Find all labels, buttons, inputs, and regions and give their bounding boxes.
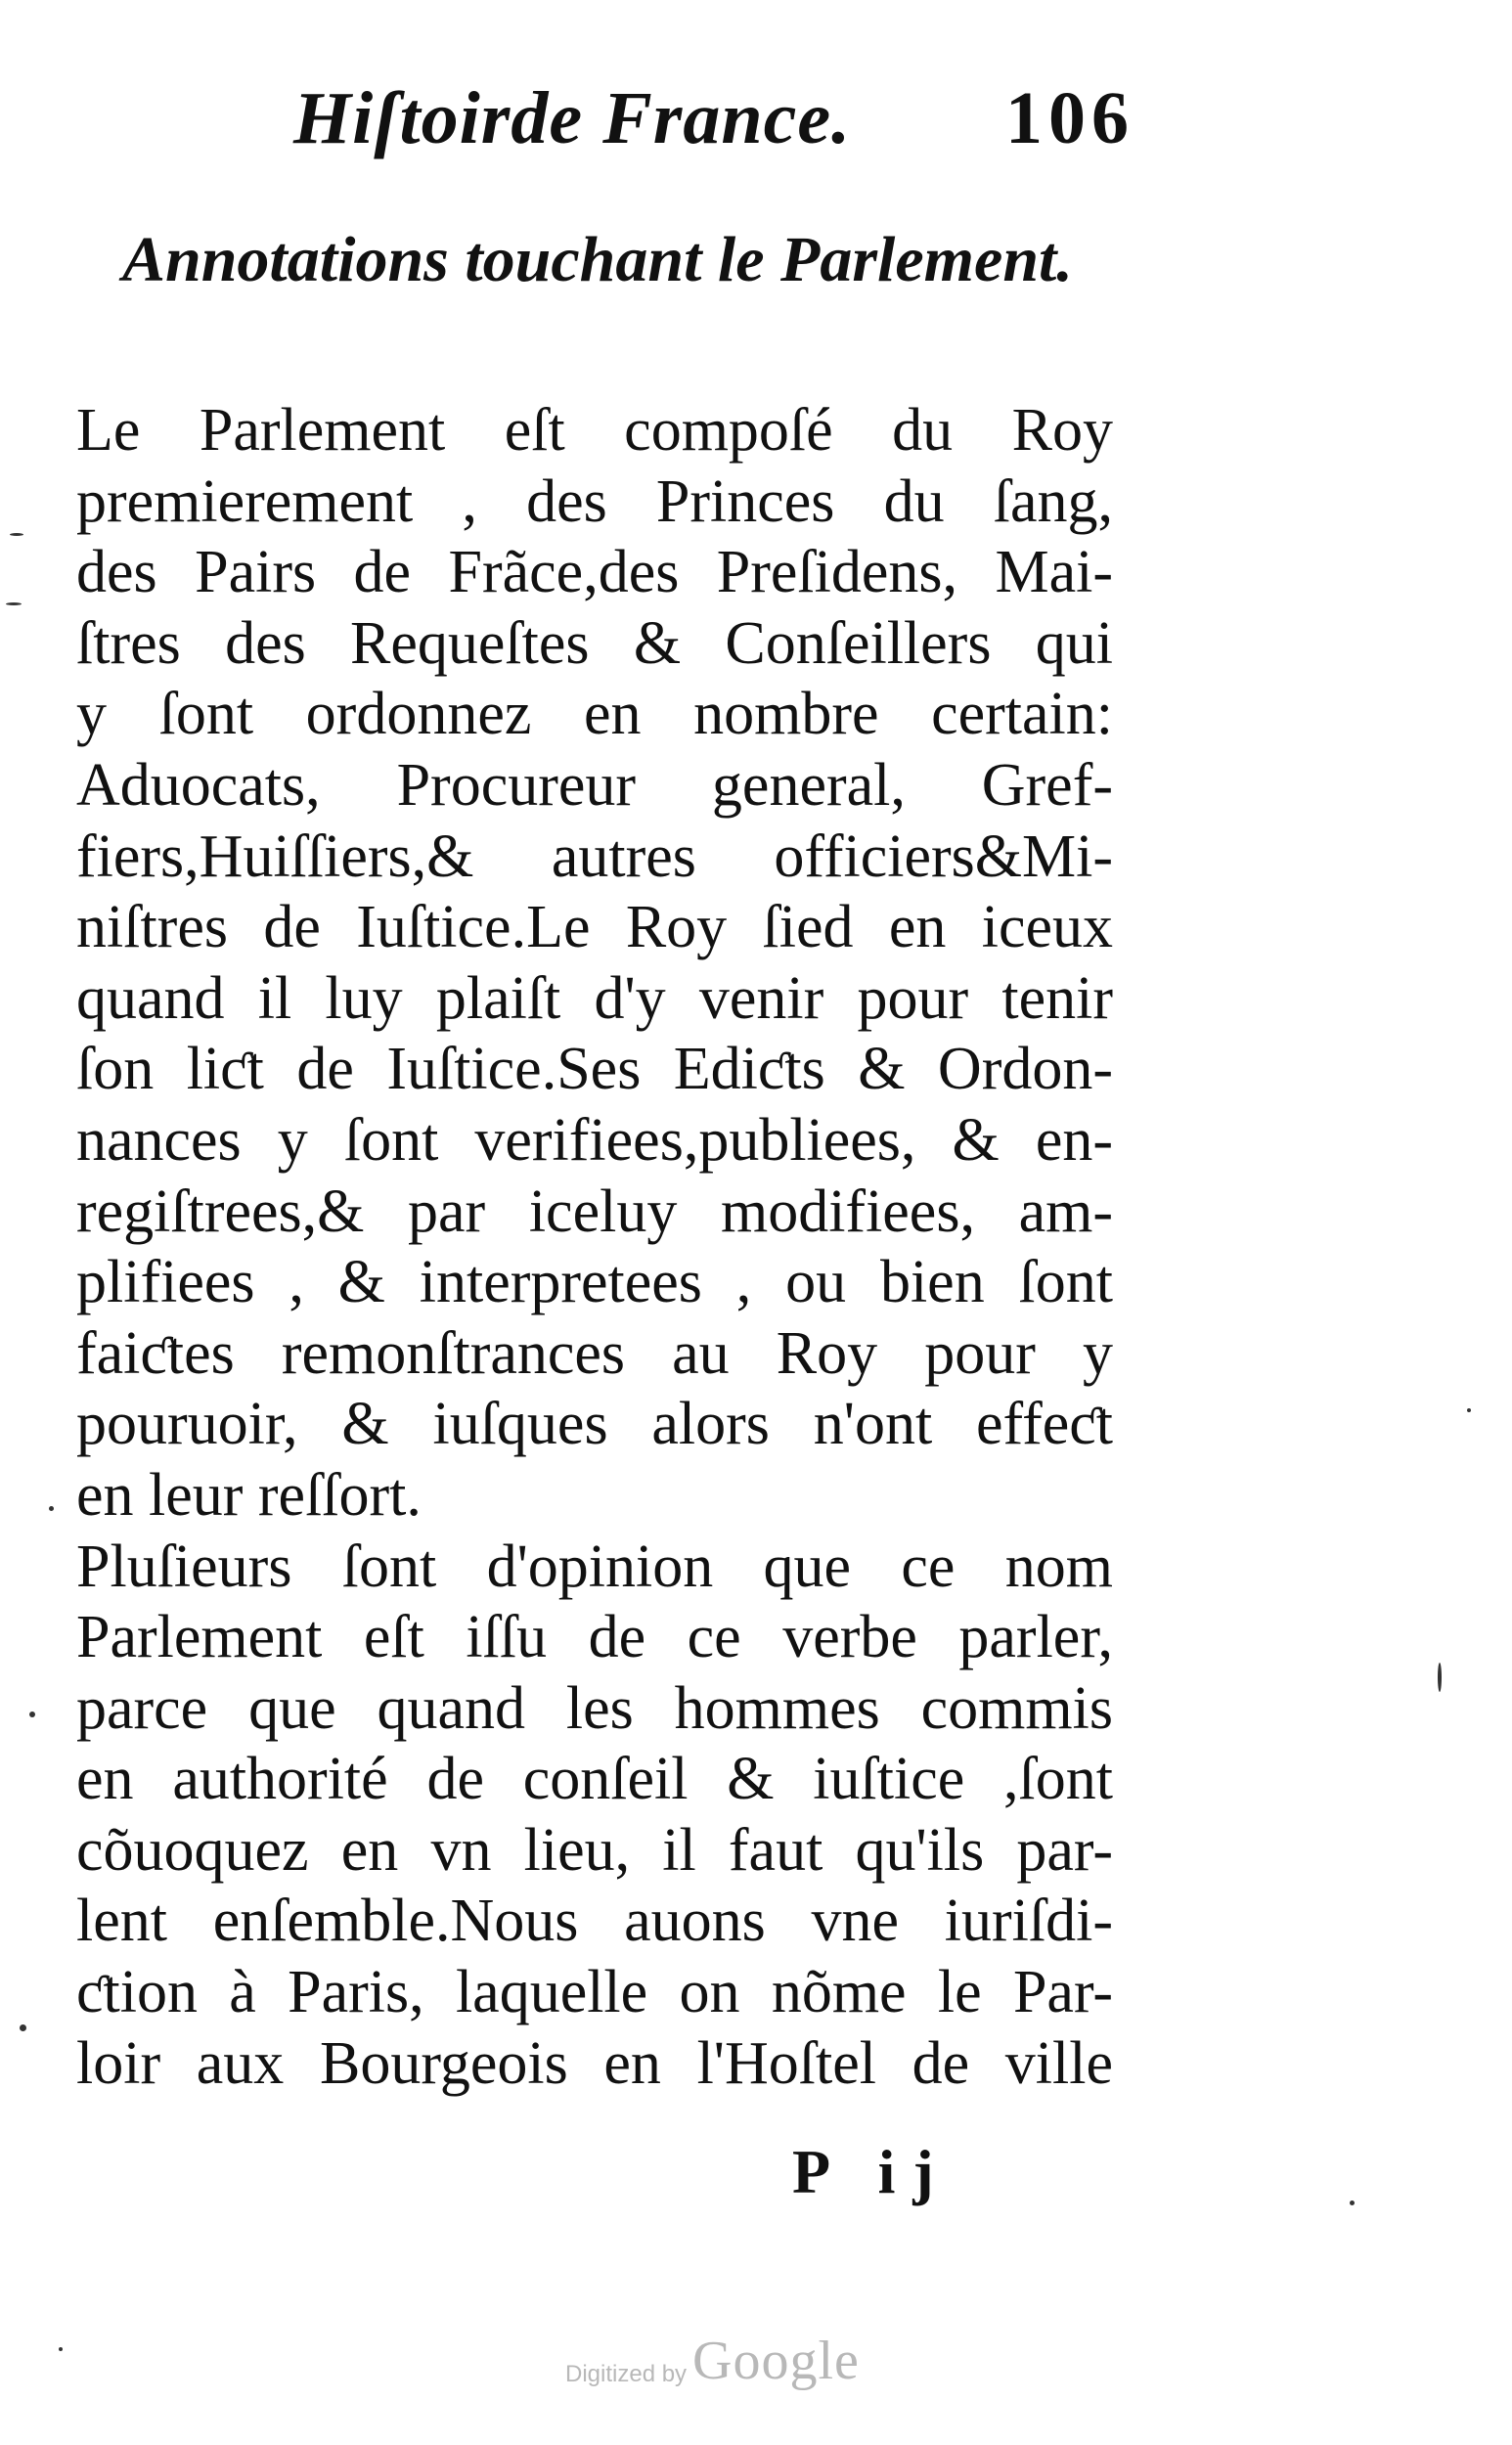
text-line: nances y ſont verifiees,publiees, & en- — [76, 1106, 1113, 1174]
text-line: ſon liƈt de Iuſtice.Ses Ediƈts & Ordon- — [76, 1036, 1113, 1103]
scan-speck — [6, 602, 22, 605]
text-line: pouruoir, & iuſques alors n'ont effeƈt — [76, 1391, 1113, 1458]
text-line: Le Parlement eſt compoſé du Roy — [76, 397, 1113, 464]
text-line: regiſtrees,& par iceluy modifiees, am- — [76, 1178, 1113, 1245]
scan-speck — [29, 1712, 35, 1717]
text-line: faiƈtes remonſtrances au Roy pour y — [76, 1319, 1113, 1387]
text-line: lent enſemble.Nous auons vne iuriſdi- — [76, 1888, 1113, 1955]
text-line: quand il luy plaiſt d'y venir pour tenir — [76, 964, 1113, 1032]
page-number: 106 — [1005, 77, 1134, 159]
text-line-paragraph-end: en leur reſſort. — [76, 1461, 422, 1529]
scan-speck — [49, 1506, 54, 1511]
text-line: ƈtion à Paris, laquelle on nõme le Par- — [76, 1959, 1113, 2026]
text-line: premierement , des Princes du ſang, — [76, 467, 1113, 535]
digitized-watermark — [565, 2330, 976, 2398]
text-line: niſtres de Iuſtice.Le Roy ſied en iceux — [76, 894, 1113, 961]
scan-speck — [1438, 1663, 1442, 1692]
text-line: cõuoquez en vn lieu, il faut qu'ils par- — [76, 1816, 1113, 1884]
scan-speck — [1467, 1408, 1471, 1412]
text-line: Pluſieurs ſont d'opinion que ce nom — [76, 1533, 1113, 1600]
scan-speck — [10, 533, 23, 536]
text-line: Parlement eſt iſſu de ce verbe parler, — [76, 1604, 1113, 1671]
text-line: plifiees , & interpretees , ou bien ſont — [76, 1249, 1113, 1316]
watermark-brand: Google — [692, 2331, 860, 2391]
text-line: fiers,Huiſſiers,& autres officiers&Mi- — [76, 822, 1113, 890]
section-heading: Annotations touchant le Parlement. — [122, 224, 1073, 295]
running-title: Hiſtoirde France. — [293, 77, 852, 159]
text-line: des Pairs de Frãce,des Preſidens, Mai- — [76, 539, 1113, 606]
text-line: y ſont ordonnez en nombre certain: — [76, 681, 1113, 748]
body-text — [76, 395, 1113, 2099]
watermark-prefix: Digitized by — [565, 2361, 688, 2387]
signature-mark: P ij — [792, 2137, 952, 2206]
text-line: parce que quand les hommes commis — [76, 1674, 1113, 1742]
text-line: ſtres des Requeſtes & Conſeillers qui — [76, 609, 1113, 677]
scan-speck — [1350, 2200, 1355, 2205]
scan-speck — [59, 2347, 63, 2351]
text-line: Aduocats, Procureur general, Gref- — [76, 751, 1113, 819]
text-line: en authorité de conſeil & iuſtice ,ſont — [76, 1746, 1113, 1813]
scan-speck — [20, 2024, 26, 2031]
text-line: loir aux Bourgeois en l'Hoſtel de ville — [76, 2029, 1113, 2097]
running-head — [293, 76, 1134, 184]
